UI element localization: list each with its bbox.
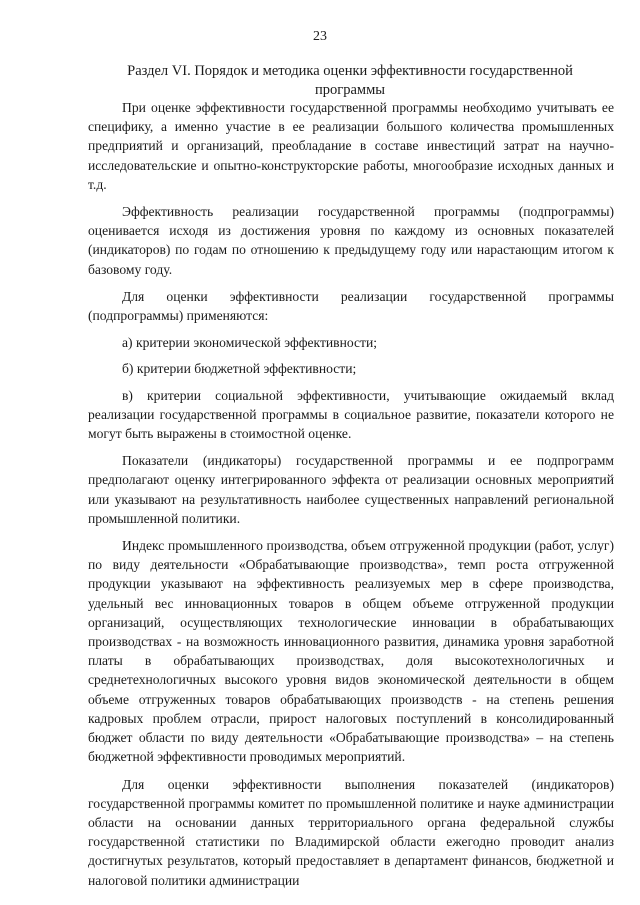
paragraph-criteria-intro: Для оценки эффективности реализации государственной программы (подпрограммы) применяются: xyxy=(88,288,614,324)
paragraph-specifics: При оценке эффективности государственной программы необходимо учитывать ее специфику, а именно участие в ее реализации большого количества промышленных предприятий и организаций, преобладание в составе инвестиций затрат на научно-исследовательские и опытно-конструкторские работы, многообразие исходных данных и т.д. xyxy=(88,100,614,192)
list-item-social-criteria: в) критерии социальной эффективности, учитывающие ожидаемый вклад реализации государственной программы в социальное развитие, показатели которого не могут быть выражены в стоимостной оценке. xyxy=(88,387,614,442)
paragraph-production-index: Индекс промышленного производства, объем отгруженной продукции (работ, услуг) по виду деятельности «Обрабатывающие производства», темп роста отгруженной продукции указывают на эффективность реализуемых мер в сфере производства, удельный вес инновационных товаров в общем объеме отгруженной продукции организаций, осуществляющих технологические инновации в обрабатывающих производствах - на возможность инновационного развития, динамика уровня заработной платы в обрабатывающих производствах, доля высокотехнологичных и среднетехнологичных высокого уровня видов экономической деятельности в общем объеме отгруженных товаров обрабатывающих производств - на степень решения кадровых проблем отрасли, прирост налоговых поступлений в консолидированный бюджет области по виду деятельности «Обрабатывающие производства» – на степень бюджетной эффективности проводимых мероприятий. xyxy=(88,538,614,765)
section-title: Раздел VI. Порядок и методика оценки эффективности государственной программы xyxy=(127,63,573,98)
paragraph-efficiency-evaluation: Эффективность реализации государственной программы (подпрограммы) оценивается исходя из достижения уровня по каждому из основных показателей (индикаторов) по годам по отношению к предыдущему году или нарастающим итогом к базовому году. xyxy=(88,204,614,277)
body-text xyxy=(88,98,614,898)
list-item-budget-criteria: б) критерии бюджетной эффективности; xyxy=(122,361,357,377)
paragraph-analysis: Для оценки эффективности выполнения показателей (индикаторов) государственной программы комитет по промышленной политике и науке администрации области на основании данных территориального органа федеральной службы государственной статистики по Владимирской области ежегодно проводит анализ достигнутых результатов, который предоставляет в департамент финансов, бюджетной и налоговой политики администрации xyxy=(88,776,614,888)
paragraph-indicators: Показатели (индикаторы) государственной программы и ее подпрограмм предполагают оценку интегрированного эффекта от реализации основных мероприятий или указывают на результативность наиболее существенных направлений региональной промышленной политики. xyxy=(88,453,614,526)
list-item-economic-criteria: а) критерии экономической эффективности; xyxy=(122,335,378,351)
page-number: 23 xyxy=(313,29,327,44)
